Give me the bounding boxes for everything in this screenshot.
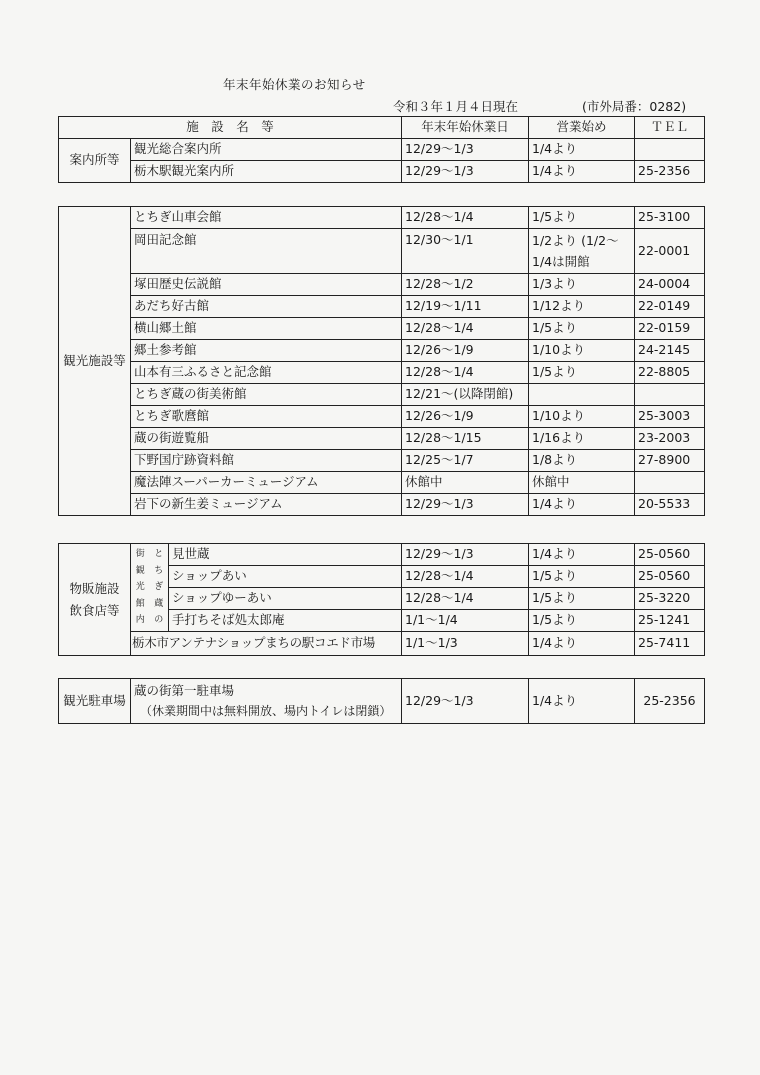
- reopen-date: 1/10より: [529, 340, 635, 362]
- phone-number: [635, 384, 705, 406]
- district-label-col1: 街 観 光 館 内: [131, 544, 150, 632]
- header-holiday: 年末年始休業日: [402, 117, 529, 139]
- phone-number: 25-3220: [635, 588, 705, 610]
- facility-name: 蔵の街第一駐車場: [134, 683, 235, 698]
- shops-restaurants-table: [58, 543, 705, 656]
- phone-number: 22-0159: [635, 318, 705, 340]
- phone-number: 23-2003: [635, 428, 705, 450]
- reopen-date: 1/4より: [529, 544, 635, 566]
- holiday-period: 12/29～1/3: [402, 139, 529, 161]
- reopen-date: 1/16より: [529, 428, 635, 450]
- facility-name: 見世蔵: [169, 544, 402, 566]
- reopen-date: 1/4より: [529, 632, 635, 656]
- reopen-date: 1/3より: [529, 274, 635, 296]
- header-tel: ＴＥＬ: [635, 117, 705, 139]
- facility-name: 魔法陣スーパーカーミュージアム: [131, 472, 402, 494]
- reopen-date: 1/5より: [529, 588, 635, 610]
- category-info: 案内所等: [59, 139, 131, 183]
- holiday-period: 12/19～1/11: [402, 296, 529, 318]
- tourism-facilities-table: [58, 206, 705, 516]
- info-center-table: [58, 116, 705, 183]
- reopen-date: 1/5より: [529, 610, 635, 632]
- facility-name: 栃木駅観光案内所: [131, 161, 402, 183]
- category-shops: [59, 544, 131, 656]
- phone-number: 25-0560: [635, 544, 705, 566]
- phone-number: 25-3003: [635, 406, 705, 428]
- holiday-period: 12/26～1/9: [402, 340, 529, 362]
- parking-facility: [131, 679, 402, 724]
- facility-name: 下野国庁跡資料館: [131, 450, 402, 472]
- reopen-date: [529, 384, 635, 406]
- facility-name: 栃木市アンテナショップまちの駅コエド市場: [131, 632, 402, 656]
- phone-number: 25-2356: [635, 161, 705, 183]
- facility-name: 横山郷土館: [131, 318, 402, 340]
- phone-number: 24-2145: [635, 340, 705, 362]
- reopen-date: 1/10より: [529, 406, 635, 428]
- holiday-period: 12/28～1/2: [402, 274, 529, 296]
- holiday-period: 12/26～1/9: [402, 406, 529, 428]
- phone-number: [635, 139, 705, 161]
- facility-name: 郷土参考館: [131, 340, 402, 362]
- holiday-period: 12/21～(以降閉館): [402, 384, 529, 406]
- holiday-period: 12/30～1/1: [402, 229, 529, 274]
- reopen-date: 1/4より: [529, 494, 635, 516]
- reopen-date: 1/4より: [529, 679, 635, 724]
- reopen-date: 1/5より: [529, 362, 635, 384]
- holiday-period: 12/29～1/3: [402, 161, 529, 183]
- facility-name: とちぎ歌麿館: [131, 406, 402, 428]
- phone-number: 25-7411: [635, 632, 705, 656]
- header-open: 営業始め: [529, 117, 635, 139]
- category-shops-line1: 物販施設: [69, 580, 120, 596]
- phone-number: 22-0149: [635, 296, 705, 318]
- facility-name: 山本有三ふるさと記念館: [131, 362, 402, 384]
- reopen-date: 1/5より: [529, 318, 635, 340]
- holiday-period: 休館中: [402, 472, 529, 494]
- facility-name: とちぎ山車会館: [131, 207, 402, 229]
- category-shops-line2: 飲食店等: [69, 602, 120, 618]
- holiday-period: 12/28～1/4: [402, 362, 529, 384]
- reopen-date: 1/4より: [529, 139, 635, 161]
- phone-number: 20-5533: [635, 494, 705, 516]
- category-tourism: 観光施設等: [59, 207, 131, 516]
- category-parking: 観光駐車場: [59, 679, 131, 724]
- holiday-period: 12/29～1/3: [402, 544, 529, 566]
- facility-name: 観光総合案内所: [131, 139, 402, 161]
- phone-number: 22-8805: [635, 362, 705, 384]
- notice-title: 年末年始休業のお知らせ: [223, 77, 366, 92]
- facility-name: あだち好古館: [131, 296, 402, 318]
- holiday-period: 12/28～1/4: [402, 588, 529, 610]
- facility-name: 岩下の新生姜ミュージアム: [131, 494, 402, 516]
- holiday-period: 12/29～1/3: [402, 494, 529, 516]
- district-label-col2: と ち ぎ 蔵 の: [150, 544, 169, 632]
- reopen-date: 1/8より: [529, 450, 635, 472]
- reopen-date: 1/5より: [529, 566, 635, 588]
- header-name: 施 設 名 等: [59, 117, 402, 139]
- reopen-date: 1/5より: [529, 207, 635, 229]
- phone-number: 27-8900: [635, 450, 705, 472]
- facility-name: ショップあい: [169, 566, 402, 588]
- phone-number: 24-0004: [635, 274, 705, 296]
- phone-number: 25-3100: [635, 207, 705, 229]
- area-code: (市外局番：0282): [582, 99, 687, 114]
- holiday-period: 12/28～1/4: [402, 566, 529, 588]
- holiday-period: 12/29～1/3: [402, 679, 529, 724]
- holiday-period: 12/28～1/4: [402, 207, 529, 229]
- as-of-date: 令和３年１月４日現在: [393, 99, 519, 114]
- facility-name: 手打ちそば処太郎庵: [169, 610, 402, 632]
- facility-name: ショップゆーあい: [169, 588, 402, 610]
- holiday-period: 12/25～1/7: [402, 450, 529, 472]
- holiday-period: 12/28～1/15: [402, 428, 529, 450]
- reopen-date: 1/12より: [529, 296, 635, 318]
- phone-number: 25-0560: [635, 566, 705, 588]
- facility-name: とちぎ蔵の街美術館: [131, 384, 402, 406]
- holiday-period: 1/1～1/4: [402, 610, 529, 632]
- phone-number: 22-0001: [635, 229, 705, 274]
- holiday-period: 12/28～1/4: [402, 318, 529, 340]
- phone-number: [635, 472, 705, 494]
- facility-name: 塚田歴史伝説館: [131, 274, 402, 296]
- parking-note: （休業期間中は無料開放、場内トイレは閉鎖）: [140, 704, 392, 718]
- facility-name: 蔵の街遊覧船: [131, 428, 402, 450]
- phone-number: 25-1241: [635, 610, 705, 632]
- reopen-date: 1/2より (1/2～1/4は開館: [529, 229, 635, 274]
- reopen-date: 休館中: [529, 472, 635, 494]
- parking-table: [58, 678, 705, 724]
- holiday-period: 1/1～1/3: [402, 632, 529, 656]
- phone-number: 25-2356: [635, 679, 705, 724]
- reopen-date: 1/4より: [529, 161, 635, 183]
- facility-name: 岡田記念館: [131, 229, 402, 274]
